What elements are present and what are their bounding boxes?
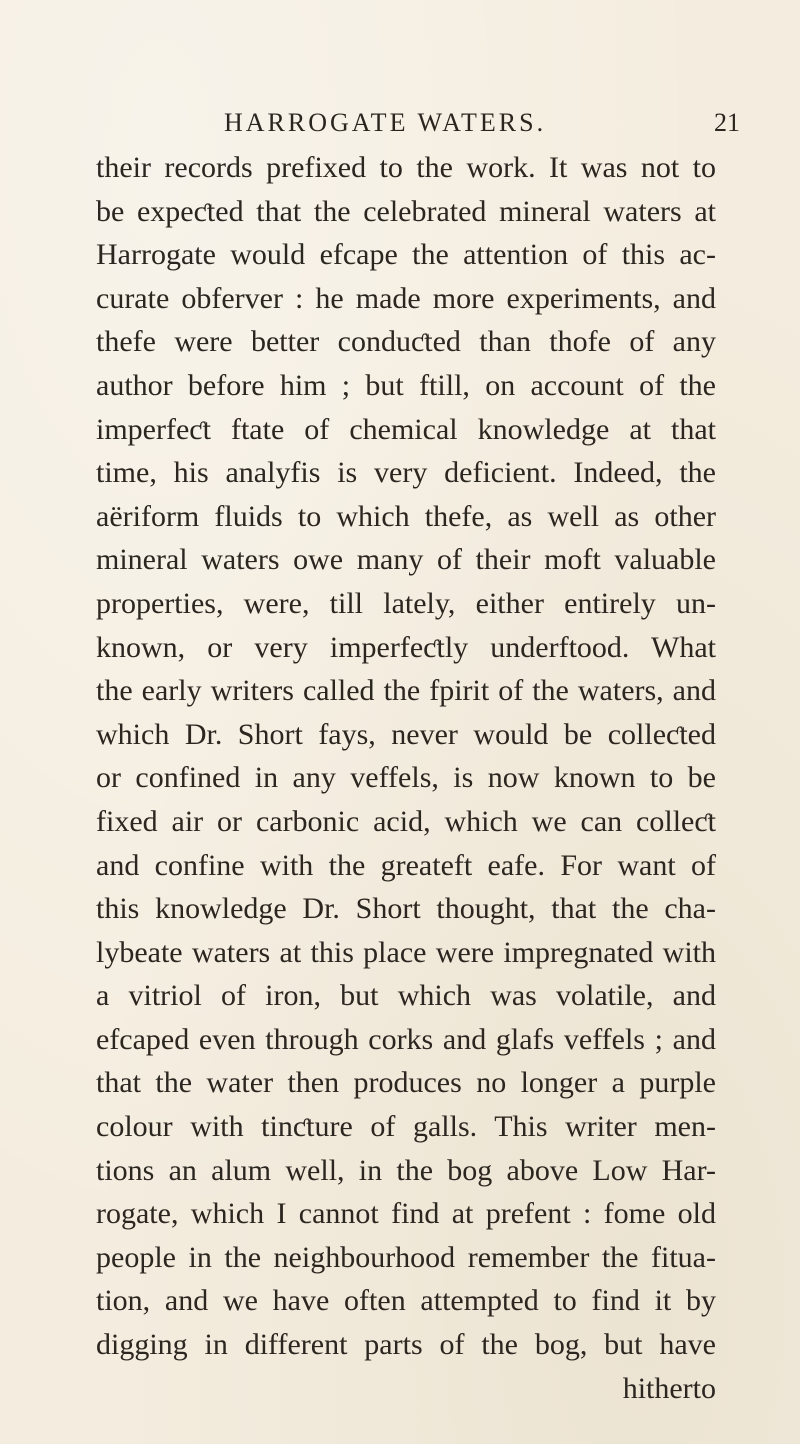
text-line: time, his analyfis is very deficient. Indeed, the [96,456,716,490]
text-line: a vitriol of iron, but which was volatile, and [96,979,716,1013]
text-line: or confined in any veffels, is now known to be [96,761,716,795]
text-line: which Dr. Short fays, never would be colleƈted [96,717,716,751]
text-line: this knowledge Dr. Short thought, that the cha- [96,892,716,926]
text-line: digging in different parts of the bog, but have [96,1328,716,1362]
text-line: Harrogate would efcape the attention of this ac- [96,238,716,272]
text-line: tions an alum well, in the bog above Low Har- [96,1153,716,1187]
text-line: mineral waters owe many of their moft valuable [96,543,716,577]
body-text [96,146,716,1410]
text-line: lybeate waters at this place were impregnated with [96,935,716,969]
text-line: be expeƈted that the celebrated mineral waters at [96,194,716,228]
text-line: imperfeƈt ftate of chemical knowledge at that [96,412,716,446]
text-line: and confine with the greateft eafe. For want of [96,848,716,882]
text-line: fixed air or carbonic acid, which we can colleƈt [96,804,716,838]
text-line: people in the neighbourhood remember the fitua- [96,1240,716,1274]
text-line: the early writers called the fpirit of the waters, and [96,674,716,708]
text-line: rogate, which I cannot find at prefent : fome old [96,1197,716,1231]
text-line: thefe were better conduƈted than thofe of any [96,325,716,359]
text-line: author before him ; but ftill, on account of the [96,368,716,402]
text-line: known, or very imperfeƈtly underftood. What [96,630,716,664]
text-line: their records prefixed to the work. It was not to [96,151,716,184]
text-line: that the water then produces no longer a purple [96,1066,716,1100]
running-title: HARROGATE WATERS. [224,108,547,137]
text-line: aëriform fluids to which thefe, as well as other [96,499,716,533]
running-head [0,108,800,144]
text-line: curate obferver : he made more experiments, and [96,281,716,315]
text-line: tion, and we have often attempted to find it by [96,1284,716,1318]
catchword-line: hitherto [622,1371,716,1405]
page-number: 21 [714,108,740,137]
text-line: efcaped even through corks and glafs veffels ; and [96,1022,716,1056]
text-line: properties, were, till lately, either entirely un- [96,586,716,620]
text-line: colour with tinƈture of galls. This writer men- [96,1110,716,1144]
